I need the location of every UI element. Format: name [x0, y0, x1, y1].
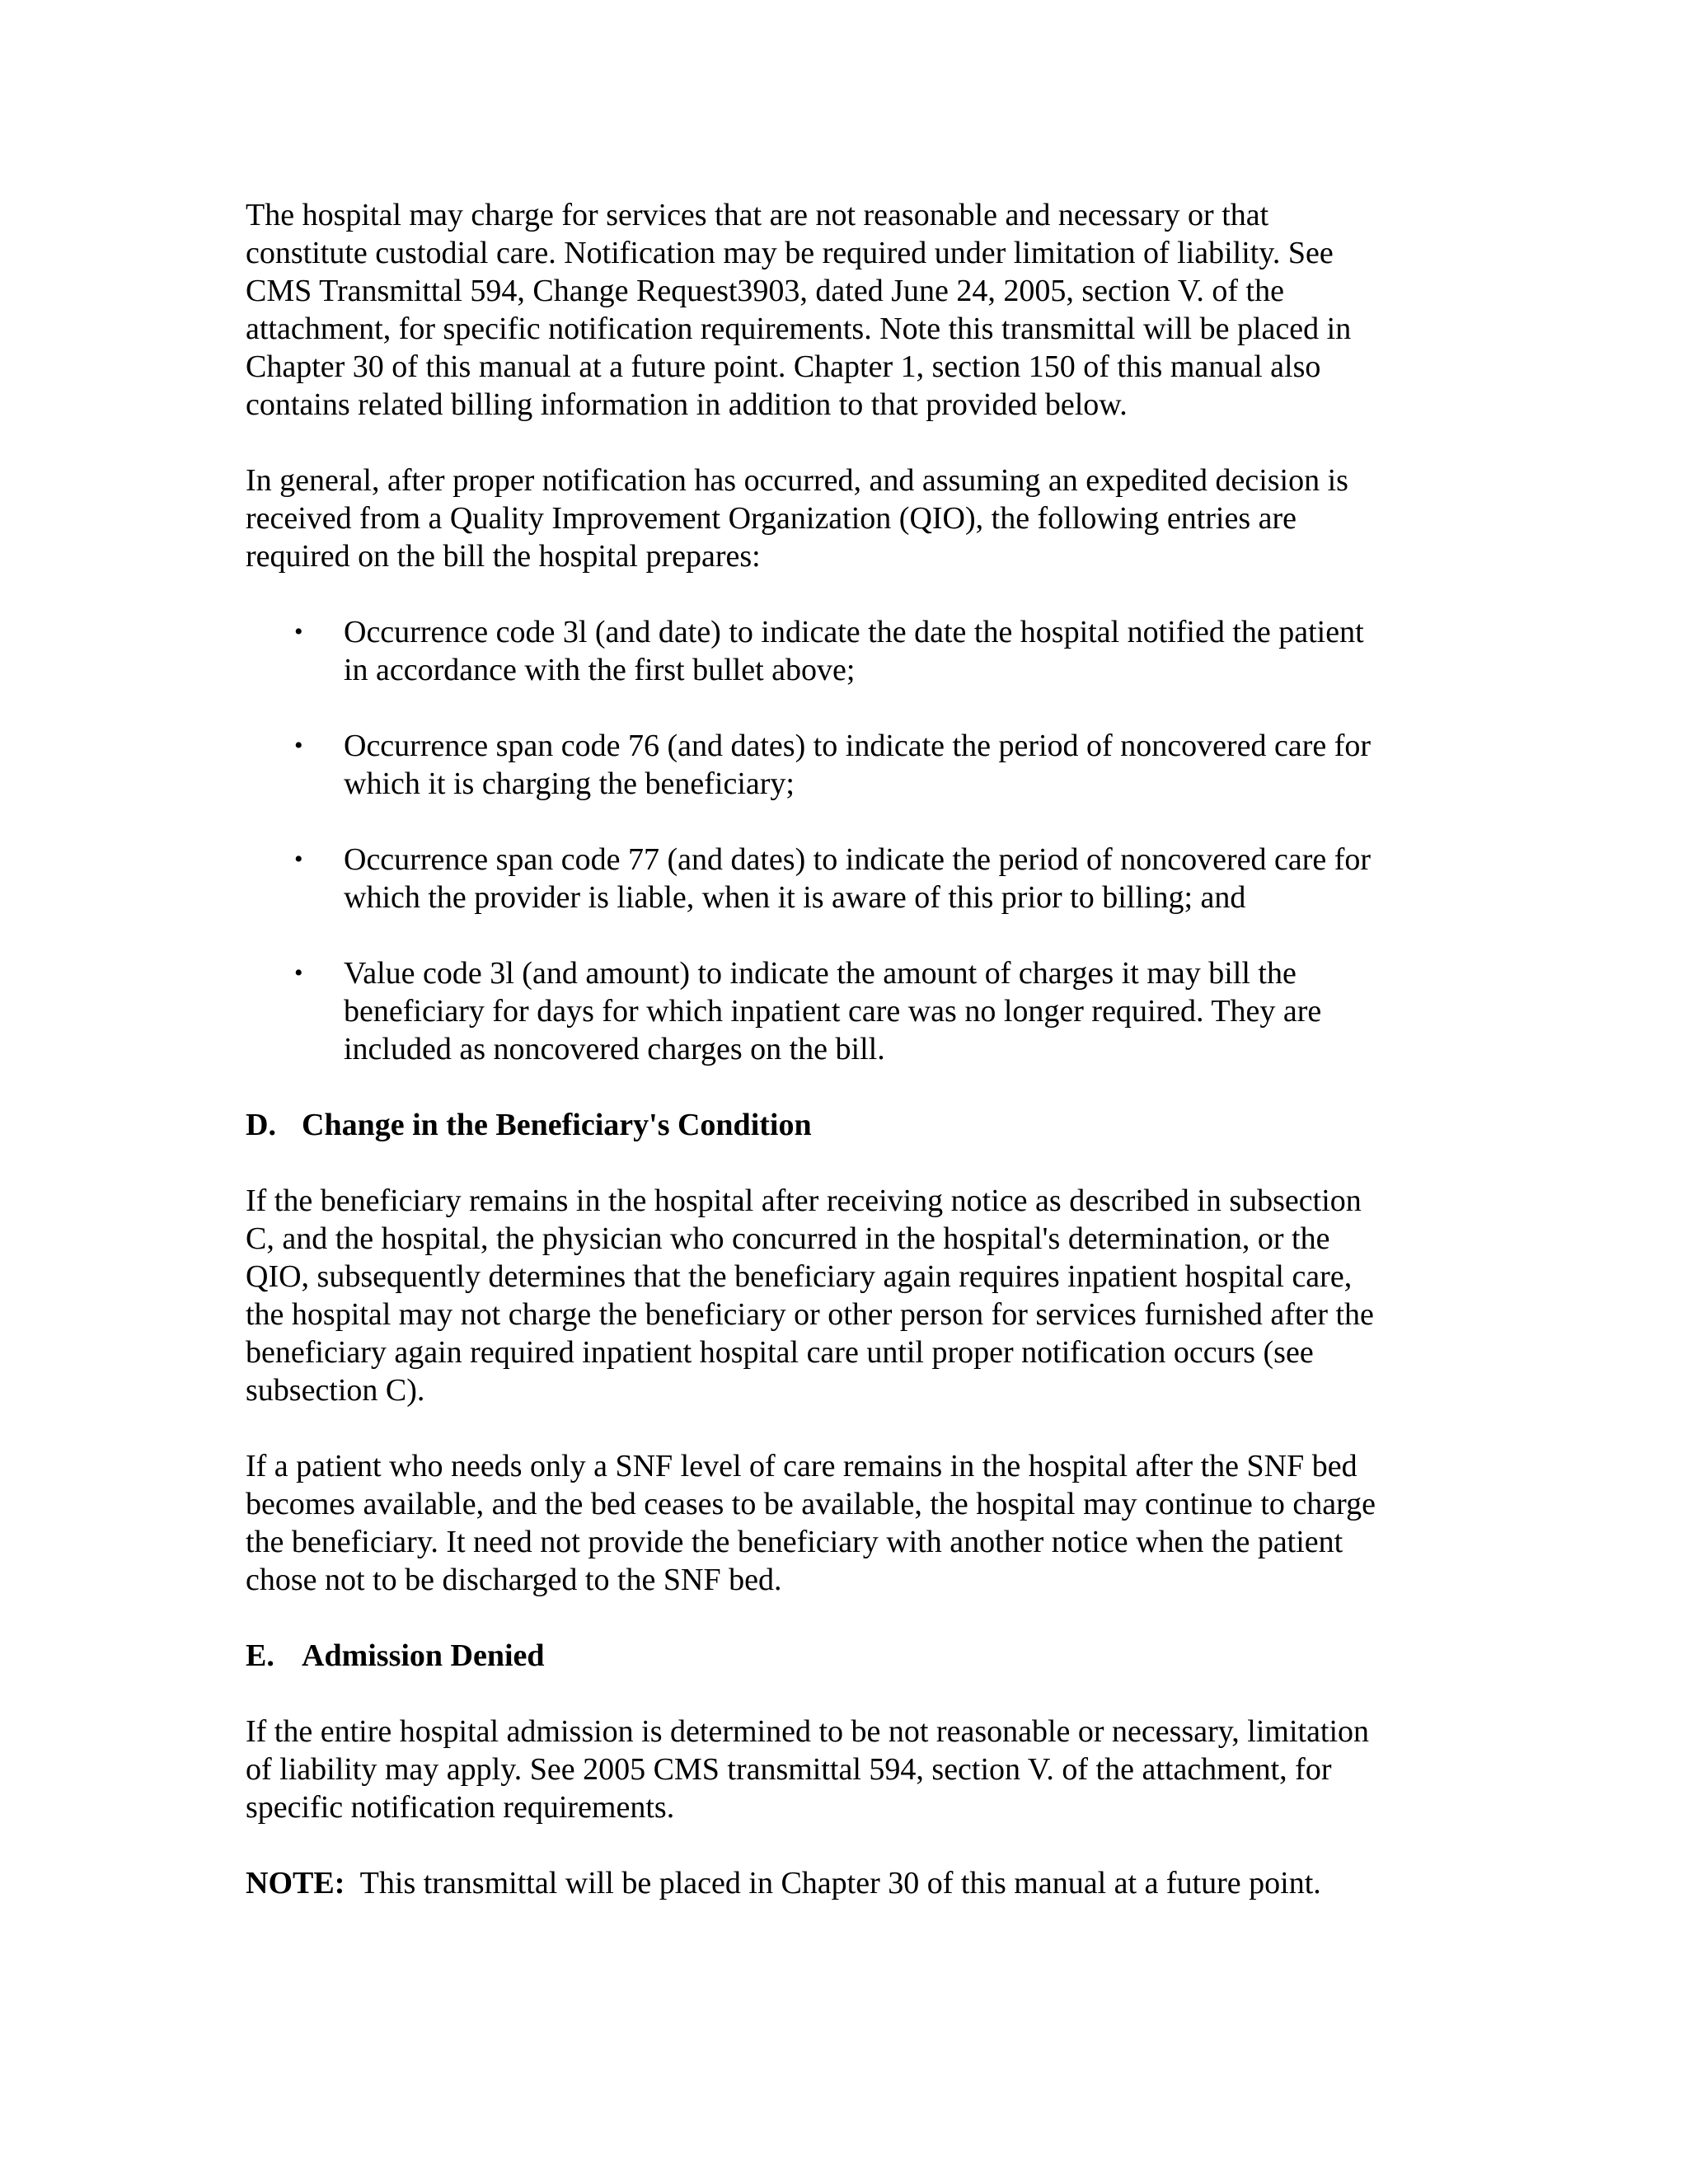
- list-item: [246, 841, 1457, 916]
- note-text: This transmittal will be placed in Chapter 30 of this manual at a future point.: [345, 1866, 1321, 1900]
- section-d-line: If the beneficiary remains in the hospital after receiving notice as described in subsection: [246, 1183, 1362, 1218]
- section-e-line: specific notification requirements.: [246, 1790, 675, 1825]
- list-item: [246, 727, 1457, 803]
- section-d-line: beneficiary again required inpatient hospital care until proper notification occurs (see: [246, 1335, 1314, 1370]
- section-d-line: becomes available, and the bed ceases to be available, the hospital may continue to charge: [246, 1487, 1376, 1521]
- list-item-line: beneficiary for days for which inpatient care was no longer required. They are: [344, 994, 1322, 1029]
- bullet-icon: •: [294, 846, 303, 873]
- section-d-paragraph-2: [246, 1447, 1457, 1599]
- intro-paragraph: [246, 196, 1457, 424]
- document-page: [246, 196, 1457, 1940]
- section-d-letter: D.: [246, 1108, 276, 1142]
- section-d-line: C, and the hospital, the physician who concurred in the hospital's determination, or the: [246, 1221, 1330, 1256]
- section-d-line: If a patient who needs only a SNF level of care remains in the hospital after the SNF bed: [246, 1449, 1357, 1483]
- section-d-line: the hospital may not charge the beneficiary or other person for services furnished after the: [246, 1297, 1374, 1332]
- section-e-title: Admission Denied: [302, 1638, 545, 1673]
- general-paragraph: [246, 462, 1457, 575]
- intro-line: constitute custodial care. Notification may be required under limitation of liability. See: [246, 236, 1334, 270]
- list-item: [246, 613, 1457, 689]
- bullet-icon: •: [294, 618, 303, 645]
- section-d-paragraph-1: [246, 1182, 1457, 1409]
- bullet-icon: •: [294, 959, 303, 987]
- list-item-line: Occurrence span code 77 (and dates) to indicate the period of noncovered care for: [344, 842, 1372, 877]
- intro-line: contains related billing information in addition to that provided below.: [246, 387, 1128, 422]
- billing-entries-list: [246, 613, 1457, 1068]
- section-e-letter: E.: [246, 1638, 274, 1673]
- intro-line: The hospital may charge for services that are not reasonable and necessary or that: [246, 198, 1269, 232]
- section-e-line: If the entire hospital admission is determined to be not reasonable or necessary, limitation: [246, 1714, 1370, 1749]
- intro-line: Chapter 30 of this manual at a future point. Chapter 1, section 150 of this manual also: [246, 349, 1321, 384]
- section-d-title: Change in the Beneficiary's Condition: [302, 1108, 812, 1142]
- general-line: In general, after proper notification has occurred, and assuming an expedited decision is: [246, 463, 1348, 498]
- list-item-line: in accordance with the first bullet above;: [344, 653, 856, 687]
- list-item-line: Occurrence span code 76 (and dates) to indicate the period of noncovered care for: [344, 729, 1372, 763]
- intro-line: attachment, for specific notification requirements. Note this transmittal will be placed in: [246, 312, 1352, 346]
- section-d-line: chose not to be discharged to the SNF bed.: [246, 1563, 782, 1597]
- bullet-icon: •: [294, 732, 303, 759]
- general-line: received from a Quality Improvement Organization (QIO), the following entries are: [246, 501, 1297, 536]
- list-item-line: which the provider is liable, when it is aware of this prior to billing; and: [344, 880, 1246, 915]
- section-e-heading: [246, 1637, 1457, 1675]
- section-d-line: QIO, subsequently determines that the beneficiary again requires inpatient hospital care,: [246, 1259, 1353, 1294]
- section-d-heading: [246, 1106, 1457, 1144]
- list-item-line: included as noncovered charges on the bill.: [344, 1032, 885, 1066]
- list-item-line: Value code 3l (and amount) to indicate the amount of charges it may bill the: [344, 956, 1296, 991]
- section-d-line: the beneficiary. It need not provide the beneficiary with another notice when the patient: [246, 1525, 1343, 1559]
- list-item-line: which it is charging the beneficiary;: [344, 766, 795, 801]
- section-e-line: of liability may apply. See 2005 CMS transmittal 594, section V. of the attachment, for: [246, 1752, 1332, 1787]
- section-e-paragraph: [246, 1713, 1457, 1826]
- section-d-line: subsection C).: [246, 1373, 425, 1408]
- note-label: NOTE:: [246, 1866, 345, 1900]
- list-item-line: Occurrence code 3l (and date) to indicate the date the hospital notified the patient: [344, 615, 1364, 649]
- note-paragraph: [246, 1864, 1457, 1902]
- intro-line: CMS Transmittal 594, Change Request3903, dated June 24, 2005, section V. of the: [246, 274, 1284, 308]
- general-line: required on the bill the hospital prepares:: [246, 539, 761, 574]
- list-item: [246, 954, 1457, 1068]
